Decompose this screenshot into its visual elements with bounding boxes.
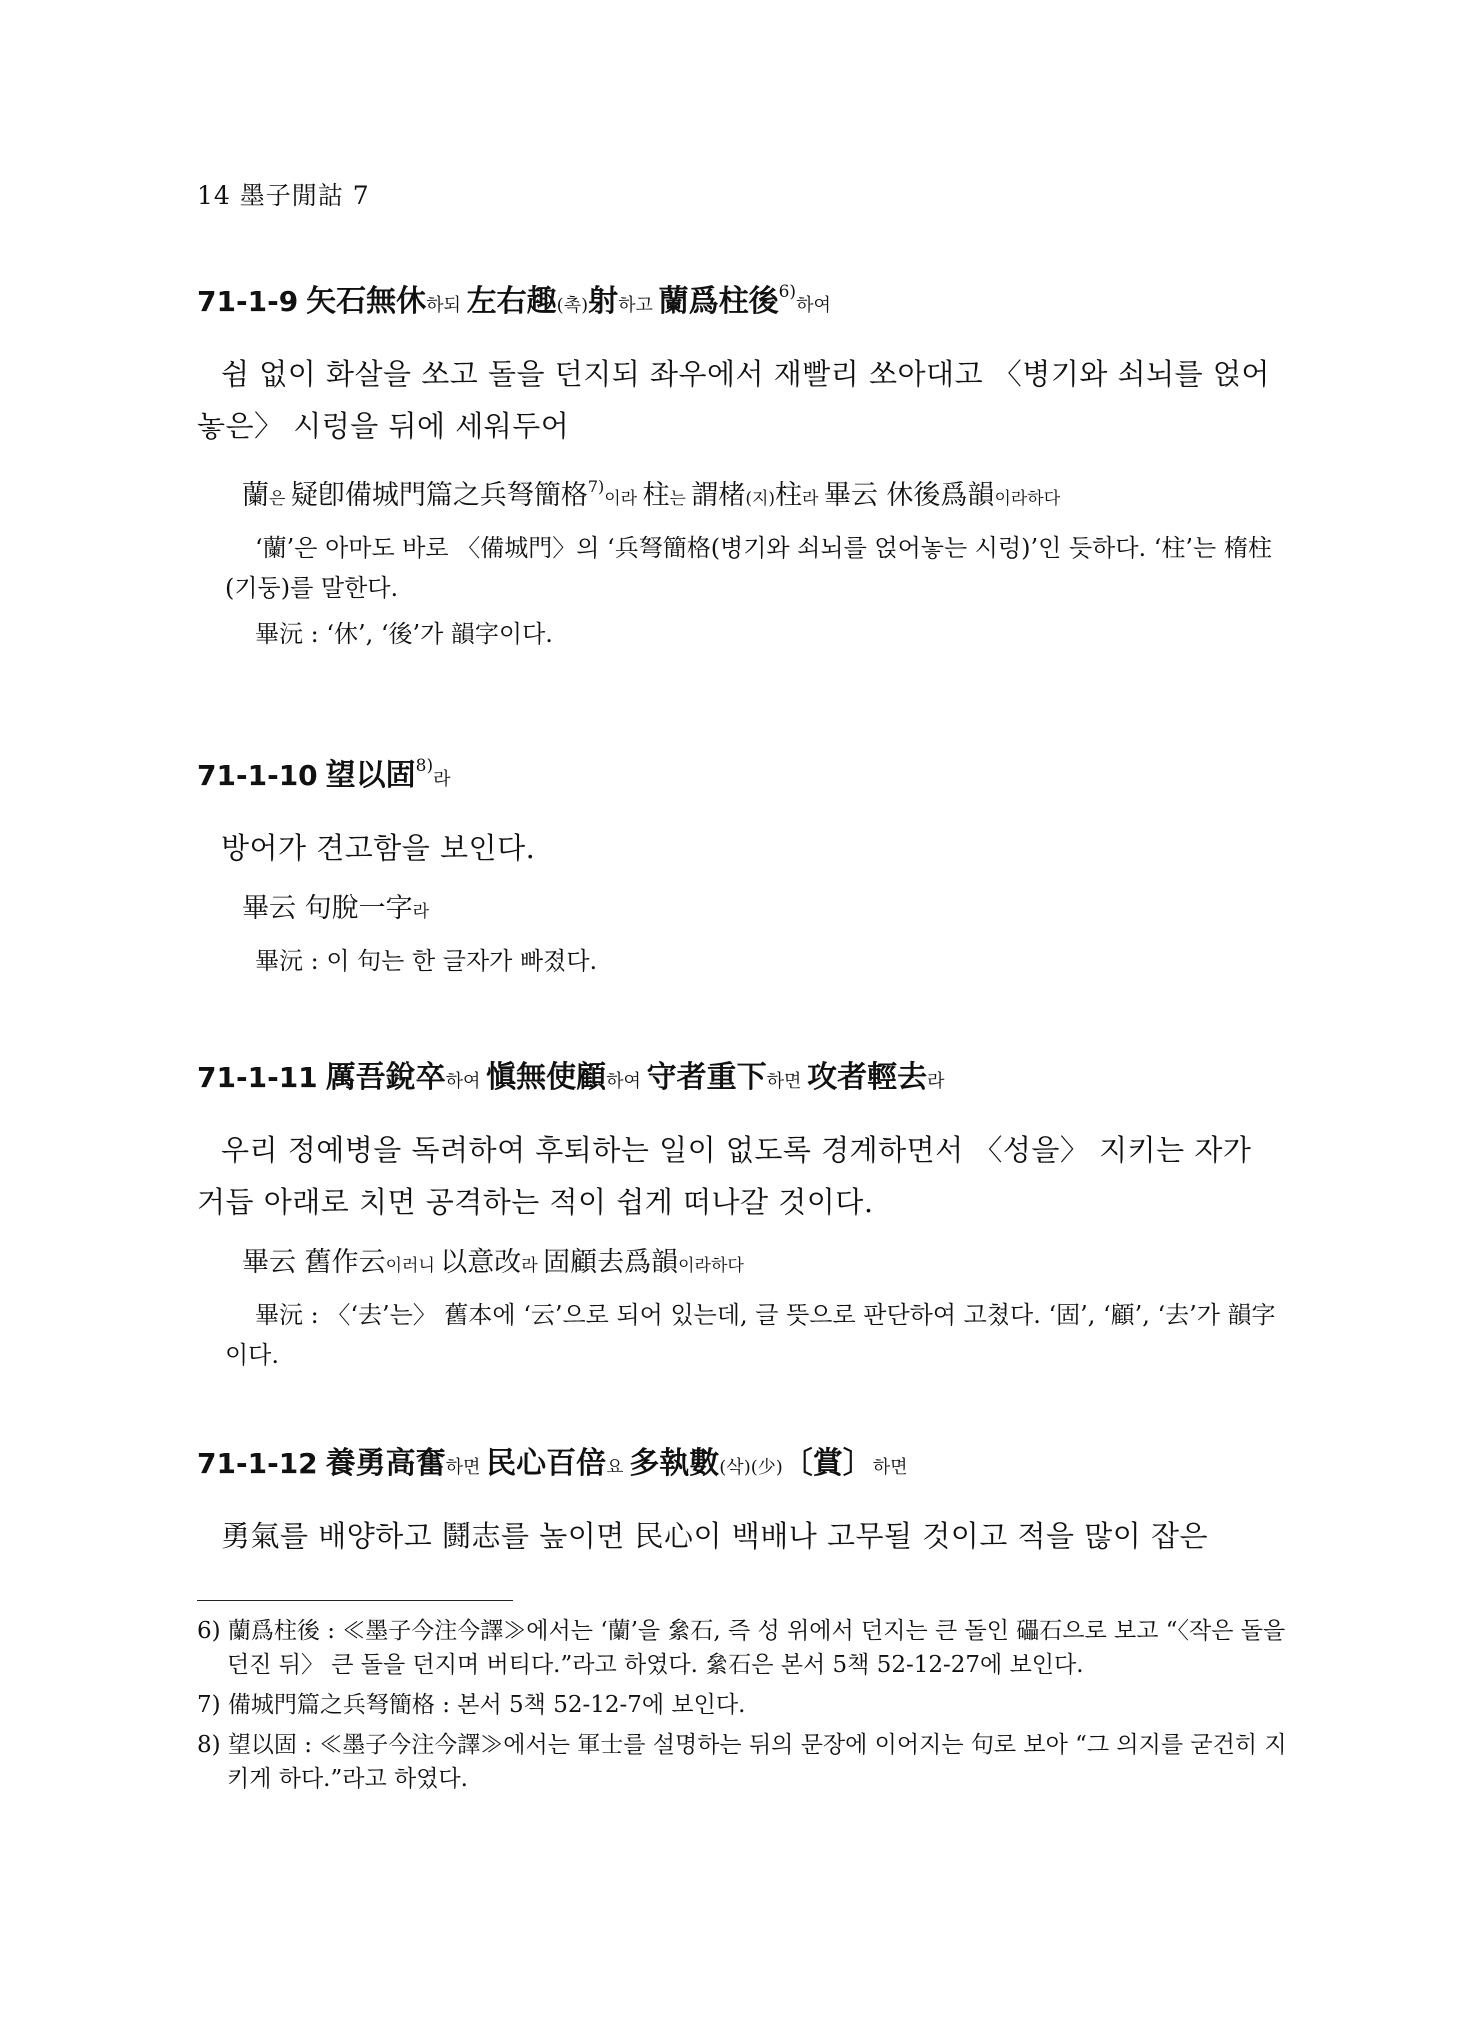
commentary-text: 畢云 休後爲韻 bbox=[823, 480, 995, 511]
commentary-translation: 畢沅 : 이 句는 한 글자가 빠졌다. bbox=[255, 947, 598, 975]
footnote-ref: 6) bbox=[778, 282, 797, 302]
verse-text: 守者重下 bbox=[646, 1060, 767, 1095]
verse-text: 蘭爲柱後 bbox=[658, 284, 779, 319]
running-header: 14 墨子閒詁 7 bbox=[197, 181, 370, 210]
translation: 勇氣를 배양하고 鬪志를 높이면 民心이 백배나 고무될 것이고 적을 많이 잡은 bbox=[221, 1519, 1209, 1553]
verse-line bbox=[197, 1058, 1289, 1102]
verse-reading: (삭) bbox=[719, 1457, 751, 1478]
translation: 쉼 없이 화살을 쏘고 돌을 던지되 좌우에서 재빨리 쏘아대고 〈병기와 쇠뇌를 얹어놓은〉 시렁을 뒤에 세워두어 bbox=[197, 357, 1270, 443]
verse-particle: 하여 bbox=[606, 1071, 647, 1092]
verse-text: 厲吾銳卒 bbox=[325, 1060, 446, 1095]
verse-text: 望以固 bbox=[325, 758, 416, 793]
section-71-1-12 bbox=[197, 1444, 1289, 1562]
commentary-text: 以意改 bbox=[440, 1247, 522, 1278]
commentary-text: 畢云 句脫一字 bbox=[242, 893, 413, 924]
commentary-translation: 畢沅 : 〈‘去’는〉 舊本에 ‘云’으로 되어 있는데, 글 뜻으로 판단하여 고쳤다. ‘固’, ‘顧’, ‘去’가 韻字이다. bbox=[225, 1301, 1276, 1369]
commentary bbox=[197, 1244, 1289, 1285]
verse-text: 攻者輕去 bbox=[807, 1060, 928, 1095]
verse-particle: 하고 bbox=[618, 295, 659, 316]
commentary-text: 疑卽備城門篇之兵弩簡格 bbox=[290, 480, 588, 511]
commentary bbox=[197, 890, 1289, 931]
commentary-translation: 畢沅 : ‘休’, ‘後’가 韻字이다. bbox=[255, 620, 553, 648]
verse-reading: (촉) bbox=[556, 295, 589, 316]
verse-particle: 하면 bbox=[766, 1071, 808, 1092]
verse-text: 養勇高奮 bbox=[325, 1446, 446, 1481]
verse-particle: 하면 bbox=[872, 1457, 908, 1478]
translation: 방어가 견고함을 보인다. bbox=[221, 831, 536, 865]
commentary-translation: ‘蘭’은 아마도 바로 〈備城門〉의 ‘兵弩簡格(병기와 쇠뇌를 얹어놓는 시렁)’인 듯하다. ‘柱’는 楕柱(기둥)를 말한다. bbox=[225, 534, 1272, 602]
commentary-particle: 이라하다 bbox=[994, 489, 1061, 509]
commentary-particle: 이라하다 bbox=[678, 1256, 744, 1276]
verse-particle: 라 bbox=[433, 769, 451, 790]
verse-particle: 라 bbox=[927, 1071, 945, 1092]
verse-particle: 하여 bbox=[796, 295, 831, 316]
section-71-1-11 bbox=[197, 1058, 1289, 1375]
commentary-particle: 이라 bbox=[604, 489, 643, 509]
verse-particle: 요 bbox=[606, 1457, 630, 1478]
section-71-1-9 bbox=[197, 272, 1289, 654]
verse-number: 71-1-10 bbox=[197, 759, 318, 792]
verse-number: 71-1-11 bbox=[197, 1061, 318, 1094]
verse-particle: 하되 bbox=[426, 295, 467, 316]
verse-particle: 하여 bbox=[445, 1071, 487, 1092]
footnote-ref: 8) bbox=[415, 756, 434, 776]
section-71-1-10 bbox=[197, 746, 1289, 981]
commentary bbox=[197, 468, 1289, 518]
commentary-particle: 은 bbox=[269, 489, 291, 509]
footnote-ref: 7) bbox=[587, 477, 605, 496]
verse-line bbox=[197, 1444, 1289, 1488]
verse-correction: 〔賞〕 bbox=[782, 1446, 873, 1481]
footnote-divider bbox=[197, 1600, 513, 1601]
verse-correction: (少) bbox=[750, 1457, 783, 1478]
verse-number: 71-1-12 bbox=[197, 1447, 318, 1480]
verse-text: 多執數 bbox=[629, 1446, 720, 1481]
verse-text: 愼無使顧 bbox=[486, 1060, 607, 1095]
commentary-particle: 는 bbox=[669, 489, 692, 509]
verse-text: 射 bbox=[588, 284, 619, 319]
commentary-text: 謂楮 bbox=[691, 480, 746, 511]
commentary-text: 柱 bbox=[642, 480, 670, 511]
commentary-particle: 이러니 bbox=[385, 1256, 441, 1276]
commentary-particle: 라 bbox=[412, 902, 430, 922]
commentary-text: 蘭 bbox=[242, 480, 269, 511]
commentary-reading: (지) bbox=[745, 489, 776, 509]
translation: 우리 정예병을 독려하여 후퇴하는 일이 없도록 경계하면서 〈성을〉 지키는 자가 거듭 아래로 치면 공격하는 적이 쉽게 떠나갈 것이다. bbox=[197, 1133, 1252, 1219]
verse-text: 左右趣 bbox=[466, 284, 557, 319]
verse-number: 71-1-9 bbox=[197, 285, 299, 318]
footnote: 6) 蘭爲柱後 : ≪墨子今注今譯≫에서는 ‘蘭’을 絫石, 즉 성 위에서 던지는 큰 돌인 礧石으로 보고 “〈작은 돌을 던진 뒤〉 큰 돌을 던지며 버티다.”라고 하였다. 絫石은 본서 5책 52-12-27에 보인다. bbox=[197, 1618, 1286, 1678]
verse-particle: 하면 bbox=[445, 1457, 487, 1478]
verse-text: 矢石無休 bbox=[306, 284, 427, 319]
verse-line bbox=[197, 746, 1289, 800]
commentary-particle: 라 bbox=[521, 1256, 544, 1276]
verse-text: 民心百倍 bbox=[486, 1446, 607, 1481]
footnote: 8) 望以固 : ≪墨子今注今譯≫에서는 軍士를 설명하는 뒤의 문장에 이어지는 句로 보아 “그 의지를 굳건히 지키게 하다.”라고 하였다. bbox=[197, 1732, 1287, 1792]
footnotes bbox=[197, 1614, 1289, 1802]
commentary-text: 柱 bbox=[775, 480, 803, 511]
commentary-particle: 라 bbox=[802, 489, 824, 509]
commentary-text: 固顧去爲韻 bbox=[543, 1247, 679, 1278]
verse-line bbox=[197, 272, 1289, 326]
footnote: 7) 備城門篇之兵弩簡格 : 본서 5책 52-12-7에 보인다. bbox=[197, 1692, 746, 1718]
commentary-text: 畢云 舊作云 bbox=[242, 1247, 386, 1278]
